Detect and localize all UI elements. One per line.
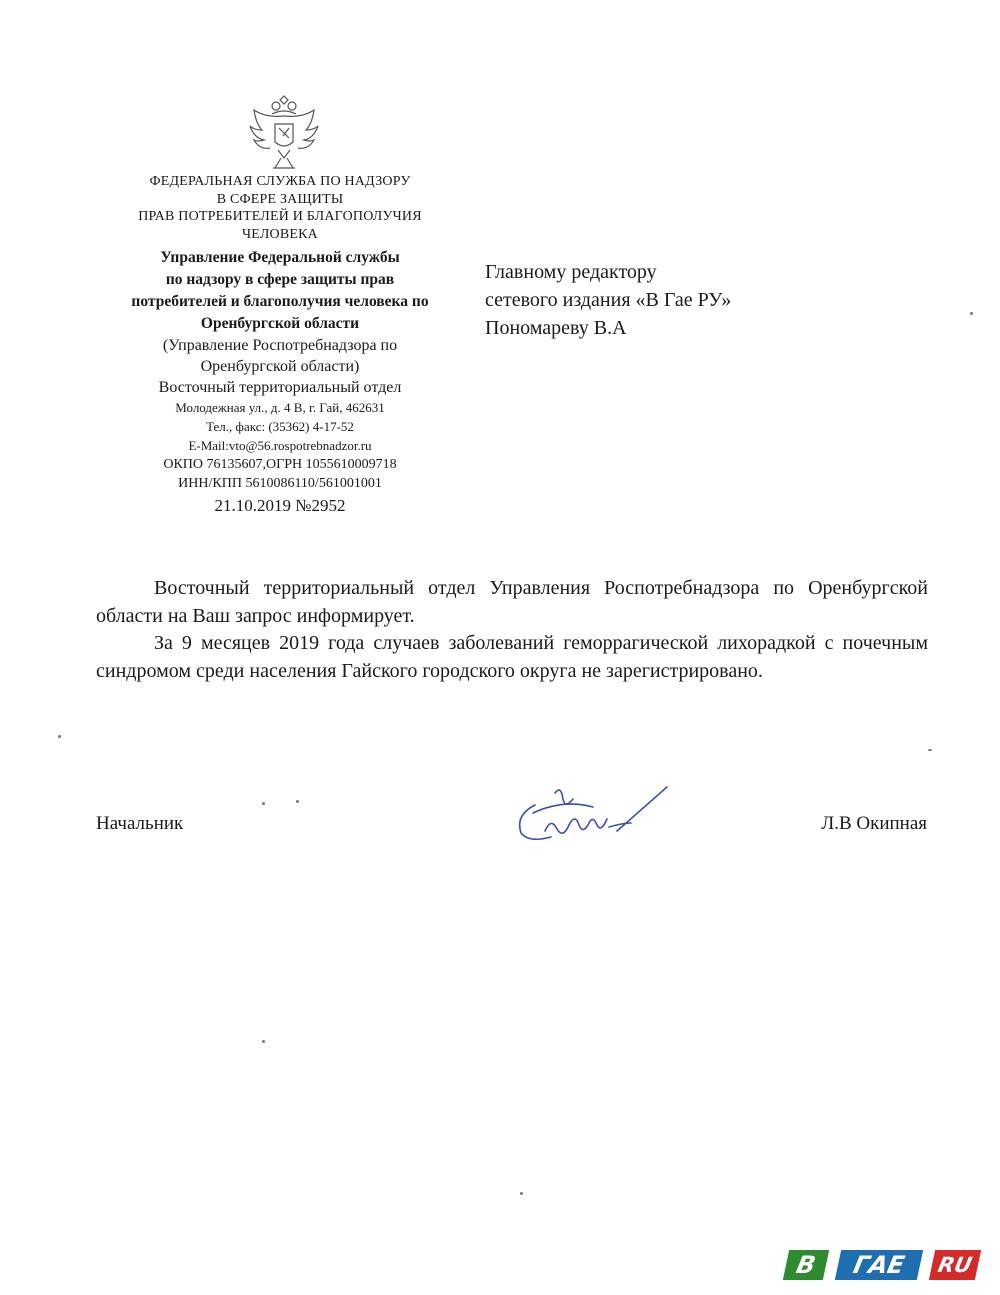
scan-speck [262,1040,265,1043]
department-short-line-1: (Управление Роспотребнадзора по [162,337,398,354]
scan-speck [58,735,61,738]
scan-speck [520,1192,523,1195]
email: E-Mail:vto@56.rospotrebnadzor.ru [188,438,372,453]
addressee-line-1: Главному редактору [485,261,657,283]
addressee-line-2: сетевого издания «В Гае РУ» [485,289,732,311]
inn-kpp: ИНН/КПП 5610086110/561001001 [178,476,382,491]
department-line-2: по надзору в сфере защиты прав [165,271,395,288]
signatory-title: Начальник [96,813,184,834]
phone-fax: Тел., факс: (35362) 4-17-52 [206,419,354,434]
body-paragraph-2: За 9 месяцев 2019 года случаев заболеваний геморрагической лихорадкой с почечным синдромом среди населения Гайского городского округа не зарегистрировано. [96,632,928,682]
signature-mark [505,783,685,845]
okpo-ogrn: ОКПО 76135607,ОГРН 1055610009718 [163,457,397,472]
address: Молодежная ул., д. 4 В, г. Гай, 462631 [175,400,385,415]
sender-header [95,173,465,517]
department-line-1: Управление Федеральной службы [160,249,400,266]
coat-of-arms-icon [245,92,323,174]
scan-speck [262,802,265,805]
department-short-line-2: Оренбургской области) [200,358,360,375]
logo-part-ru: RU [929,1250,981,1280]
signatory-name: Л.В Окипная [821,813,927,834]
agency-name-line-4: ЧЕЛОВЕКА [241,226,318,242]
body-paragraph-1: Восточный территориальный отдел Управления Роспотребнадзора по Оренбургской области на Ваш запрос информирует. [96,577,928,627]
agency-name-line-2: В СФЕРЕ ЗАЩИТЫ [216,191,344,207]
department-line-3: потребителей и благополучия человека по [131,293,429,310]
agency-name-line-3: ПРАВ ПОТРЕБИТЕЛЕЙ И БЛАГОПОЛУЧИЯ [138,209,422,224]
addressee-line-3: Пономареву В.А [485,317,627,339]
date-number: 21.10.2019 №2952 [214,496,346,515]
division-name: Восточный территориальный отдел [158,379,402,396]
scan-speck [928,749,932,751]
scan-speck [296,800,299,803]
department-line-4: Оренбургской области [200,315,360,332]
agency-name-line-1: ФЕДЕРАЛЬНАЯ СЛУЖБА ПО НАДЗОРУ [149,174,411,189]
letter-body [96,575,928,685]
logo-part-b: В [783,1250,829,1280]
scan-speck [970,312,973,315]
site-logo [778,1246,988,1284]
addressee-block [485,258,731,342]
logo-part-gae: ГАЕ [835,1250,923,1280]
